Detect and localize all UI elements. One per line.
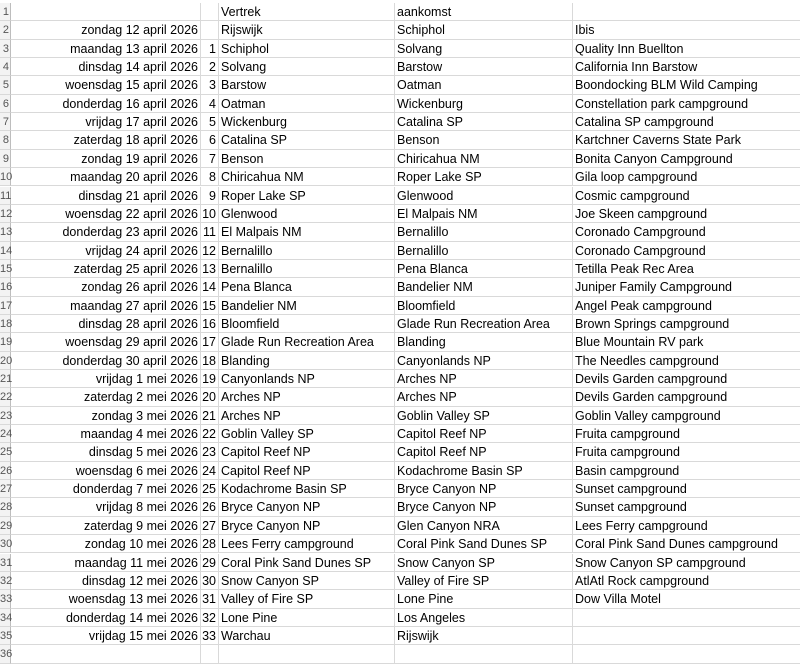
- cell-date[interactable]: dinsdag 12 mei 2026: [11, 572, 201, 590]
- table-row: [0, 131, 800, 149]
- cell-day[interactable]: 27: [201, 517, 219, 535]
- table-row: [0, 187, 800, 205]
- cell-aankomst[interactable]: Barstow: [395, 58, 573, 76]
- cell-vertrek[interactable]: Lees Ferry campground: [219, 535, 395, 553]
- row-number[interactable]: 6: [0, 95, 11, 113]
- cell-date[interactable]: dinsdag 14 april 2026: [11, 58, 201, 76]
- cell-overnachting[interactable]: [573, 627, 800, 645]
- cell-day[interactable]: 25: [201, 480, 219, 498]
- cell-aankomst[interactable]: Benson: [395, 131, 573, 149]
- cell-day[interactable]: 8: [201, 168, 219, 186]
- cell-vertrek[interactable]: Goblin Valley SP: [219, 425, 395, 443]
- cell-aankomst[interactable]: Rijswijk: [395, 627, 573, 645]
- row-number[interactable]: 24: [0, 425, 11, 443]
- cell-day[interactable]: 32: [201, 609, 219, 627]
- cell-overnachting[interactable]: Tetilla Peak Rec Area: [573, 260, 800, 278]
- row-number[interactable]: 20: [0, 352, 11, 370]
- table-row: [0, 223, 800, 241]
- cell-vertrek[interactable]: Capitol Reef NP: [219, 462, 395, 480]
- cell-day[interactable]: 6: [201, 131, 219, 149]
- row-number[interactable]: 13: [0, 223, 11, 241]
- cell-date[interactable]: donderdag 30 april 2026: [11, 352, 201, 370]
- table-row: [0, 205, 800, 223]
- cell-date[interactable]: zondag 12 april 2026: [11, 21, 201, 39]
- cell-aankomst[interactable]: Bryce Canyon NP: [395, 480, 573, 498]
- cell-aankomst[interactable]: Valley of Fire SP: [395, 572, 573, 590]
- cell-overnachting[interactable]: Fruita campground: [573, 443, 800, 461]
- cell-aankomst[interactable]: Arches NP: [395, 370, 573, 388]
- cell-aankomst[interactable]: Bernalillo: [395, 242, 573, 260]
- cell-overnachting[interactable]: Sunset campground: [573, 498, 800, 516]
- row-number[interactable]: 4: [0, 58, 11, 76]
- table-row: [0, 95, 800, 113]
- header-vertrek[interactable]: Vertrek: [219, 3, 395, 21]
- table-row: [0, 425, 800, 443]
- row-number[interactable]: 25: [0, 443, 11, 461]
- cell-vertrek[interactable]: Lone Pine: [219, 609, 395, 627]
- table-row: [0, 443, 800, 461]
- cell[interactable]: [201, 3, 219, 21]
- row-number[interactable]: 15: [0, 260, 11, 278]
- table-row: [0, 352, 800, 370]
- cell[interactable]: [219, 645, 395, 663]
- table-row: [0, 572, 800, 590]
- cell-vertrek[interactable]: Benson: [219, 150, 395, 168]
- cell-date[interactable]: zondag 19 april 2026: [11, 150, 201, 168]
- row-number[interactable]: 26: [0, 462, 11, 480]
- cell-day[interactable]: 33: [201, 627, 219, 645]
- cell-overnachting[interactable]: The Needles campground: [573, 352, 800, 370]
- row-number[interactable]: 29: [0, 517, 11, 535]
- cell-aankomst[interactable]: Pena Blanca: [395, 260, 573, 278]
- row-number[interactable]: 12: [0, 205, 11, 223]
- cell-day[interactable]: 18: [201, 352, 219, 370]
- table-row: [0, 609, 800, 627]
- cell-vertrek[interactable]: Bandelier NM: [219, 297, 395, 315]
- table-row: [0, 278, 800, 296]
- cell-day[interactable]: 22: [201, 425, 219, 443]
- row-number[interactable]: 35: [0, 627, 11, 645]
- cell-vertrek[interactable]: Pena Blanca: [219, 278, 395, 296]
- cell-date[interactable]: donderdag 14 mei 2026: [11, 609, 201, 627]
- cell-aankomst[interactable]: Roper Lake SP: [395, 168, 573, 186]
- row-number[interactable]: 33: [0, 590, 11, 608]
- cell-vertrek[interactable]: Valley of Fire SP: [219, 590, 395, 608]
- cell-overnachting[interactable]: Snow Canyon SP campground: [573, 554, 800, 572]
- table-row: [0, 242, 800, 260]
- cell-date[interactable]: maandag 20 april 2026: [11, 168, 201, 186]
- row-number[interactable]: 9: [0, 150, 11, 168]
- cell-date[interactable]: zaterdag 2 mei 2026: [11, 388, 201, 406]
- cell-overnachting[interactable]: Devils Garden campground: [573, 370, 800, 388]
- cell-overnachting[interactable]: Devils Garden campground: [573, 388, 800, 406]
- cell[interactable]: [11, 645, 201, 663]
- cell-vertrek[interactable]: Glade Run Recreation Area: [219, 333, 395, 351]
- cell-overnachting[interactable]: Constellation park campground: [573, 95, 800, 113]
- table-row: [0, 370, 800, 388]
- cell-vertrek[interactable]: Warchau: [219, 627, 395, 645]
- cell-day[interactable]: 20: [201, 388, 219, 406]
- cell-vertrek[interactable]: Snow Canyon SP: [219, 572, 395, 590]
- cell-aankomst[interactable]: Chiricahua NM: [395, 150, 573, 168]
- row-number[interactable]: 34: [0, 609, 11, 627]
- cell-overnachting[interactable]: Quality Inn Buellton: [573, 40, 800, 58]
- cell-vertrek[interactable]: Bernalillo: [219, 260, 395, 278]
- cell-date[interactable]: zaterdag 25 april 2026: [11, 260, 201, 278]
- cell-day[interactable]: 31: [201, 590, 219, 608]
- row-number[interactable]: 28: [0, 498, 11, 516]
- cell-overnachting[interactable]: Gila loop campground: [573, 168, 800, 186]
- cell-aankomst[interactable]: Oatman: [395, 76, 573, 94]
- table-row: [0, 21, 800, 39]
- cell-vertrek[interactable]: Glenwood: [219, 205, 395, 223]
- cell-vertrek[interactable]: Canyonlands NP: [219, 370, 395, 388]
- cell-overnachting[interactable]: Ibis: [573, 21, 800, 39]
- cell-vertrek[interactable]: Capitol Reef NP: [219, 443, 395, 461]
- cell-day[interactable]: 23: [201, 443, 219, 461]
- cell-date[interactable]: dinsdag 28 april 2026: [11, 315, 201, 333]
- cell-date[interactable]: dinsdag 5 mei 2026: [11, 443, 201, 461]
- cell-overnachting[interactable]: Kartchner Caverns State Park: [573, 131, 800, 149]
- cell-date[interactable]: woensdag 15 april 2026: [11, 76, 201, 94]
- table-row: [0, 297, 800, 315]
- cell-overnachting[interactable]: Cosmic campground: [573, 187, 800, 205]
- cell-day[interactable]: 14: [201, 278, 219, 296]
- cell-aankomst[interactable]: Solvang: [395, 40, 573, 58]
- cell-day[interactable]: 3: [201, 76, 219, 94]
- cell-vertrek[interactable]: Bryce Canyon NP: [219, 517, 395, 535]
- row-number[interactable]: 1: [0, 3, 11, 21]
- table-row: [0, 58, 800, 76]
- cell-day[interactable]: 24: [201, 462, 219, 480]
- cell-date[interactable]: woensdag 6 mei 2026: [11, 462, 201, 480]
- row-number[interactable]: 21: [0, 370, 11, 388]
- cell-aankomst[interactable]: Bloomfield: [395, 297, 573, 315]
- cell-aankomst[interactable]: Arches NP: [395, 388, 573, 406]
- cell-overnachting[interactable]: Sunset campground: [573, 480, 800, 498]
- cell-vertrek[interactable]: Bloomfield: [219, 315, 395, 333]
- cell-date[interactable]: maandag 13 april 2026: [11, 40, 201, 58]
- cell-aankomst[interactable]: Blanding: [395, 333, 573, 351]
- cell-overnachting[interactable]: Bonita Canyon Campground: [573, 150, 800, 168]
- cell-aankomst[interactable]: Snow Canyon SP: [395, 554, 573, 572]
- cell-overnachting[interactable]: AtlAtl Rock campground: [573, 572, 800, 590]
- cell-date[interactable]: dinsdag 21 april 2026: [11, 187, 201, 205]
- cell-day[interactable]: 29: [201, 554, 219, 572]
- row-number[interactable]: 22: [0, 388, 11, 406]
- row-number[interactable]: 19: [0, 333, 11, 351]
- cell-vertrek[interactable]: Roper Lake SP: [219, 187, 395, 205]
- cell[interactable]: [573, 3, 800, 21]
- cell-aankomst[interactable]: Glenwood: [395, 187, 573, 205]
- cell-day[interactable]: 21: [201, 407, 219, 425]
- cell-day[interactable]: 15: [201, 297, 219, 315]
- cell-vertrek[interactable]: Blanding: [219, 352, 395, 370]
- cell-day[interactable]: 30: [201, 572, 219, 590]
- cell-day[interactable]: 10: [201, 205, 219, 223]
- cell[interactable]: [201, 645, 219, 663]
- cell-date[interactable]: maandag 27 april 2026: [11, 297, 201, 315]
- cell-date[interactable]: woensdag 13 mei 2026: [11, 590, 201, 608]
- cell-overnachting[interactable]: Coronado Campground: [573, 223, 800, 241]
- cell-date[interactable]: donderdag 16 april 2026: [11, 95, 201, 113]
- cell-date[interactable]: vrijdag 24 april 2026: [11, 242, 201, 260]
- table-row: [0, 627, 800, 645]
- cell-aankomst[interactable]: Schiphol: [395, 21, 573, 39]
- row-number[interactable]: 36: [0, 645, 11, 663]
- cell-aankomst[interactable]: Kodachrome Basin SP: [395, 462, 573, 480]
- table-row: [0, 40, 800, 58]
- row-number[interactable]: 31: [0, 554, 11, 572]
- cell-day[interactable]: 28: [201, 535, 219, 553]
- table-row: [0, 554, 800, 572]
- cell-day[interactable]: [201, 21, 219, 39]
- cell-overnachting[interactable]: Catalina SP campground: [573, 113, 800, 131]
- cell-aankomst[interactable]: Glade Run Recreation Area: [395, 315, 573, 333]
- table-row: [0, 590, 800, 608]
- cell-aankomst[interactable]: Lone Pine: [395, 590, 573, 608]
- cell-aankomst[interactable]: Catalina SP: [395, 113, 573, 131]
- table-row: [0, 315, 800, 333]
- cell-vertrek[interactable]: Barstow: [219, 76, 395, 94]
- cell-day[interactable]: 9: [201, 187, 219, 205]
- row-number[interactable]: 17: [0, 297, 11, 315]
- cell-day[interactable]: 5: [201, 113, 219, 131]
- cell-overnachting[interactable]: California Inn Barstow: [573, 58, 800, 76]
- cell-aankomst[interactable]: Capitol Reef NP: [395, 425, 573, 443]
- cell[interactable]: [11, 3, 201, 21]
- cell-date[interactable]: vrijdag 17 april 2026: [11, 113, 201, 131]
- row-number[interactable]: 10: [0, 168, 11, 186]
- cell-vertrek[interactable]: Arches NP: [219, 407, 395, 425]
- table-row: [0, 76, 800, 94]
- cell-aankomst[interactable]: Coral Pink Sand Dunes SP: [395, 535, 573, 553]
- table-row: [0, 333, 800, 351]
- cell-vertrek[interactable]: Kodachrome Basin SP: [219, 480, 395, 498]
- cell-vertrek[interactable]: El Malpais NM: [219, 223, 395, 241]
- cell-day[interactable]: 19: [201, 370, 219, 388]
- table-row: [0, 462, 800, 480]
- row-number[interactable]: 30: [0, 535, 11, 553]
- table-row: [0, 388, 800, 406]
- table-row: [0, 168, 800, 186]
- cell-day[interactable]: 13: [201, 260, 219, 278]
- cell-day[interactable]: 11: [201, 223, 219, 241]
- cell-day[interactable]: 1: [201, 40, 219, 58]
- cell-day[interactable]: 4: [201, 95, 219, 113]
- cell-day[interactable]: 17: [201, 333, 219, 351]
- cell-day[interactable]: 26: [201, 498, 219, 516]
- row-number[interactable]: 27: [0, 480, 11, 498]
- cell-vertrek[interactable]: Schiphol: [219, 40, 395, 58]
- header-row: [0, 3, 800, 21]
- row-number[interactable]: 23: [0, 407, 11, 425]
- cell-overnachting[interactable]: Coronado Campground: [573, 242, 800, 260]
- cell-vertrek[interactable]: Chiricahua NM: [219, 168, 395, 186]
- cell-date[interactable]: donderdag 7 mei 2026: [11, 480, 201, 498]
- cell-overnachting[interactable]: Boondocking BLM Wild Camping: [573, 76, 800, 94]
- cell-overnachting[interactable]: Blue Mountain RV park: [573, 333, 800, 351]
- cell[interactable]: [573, 645, 800, 663]
- cell-overnachting[interactable]: Brown Springs campground: [573, 315, 800, 333]
- cell-overnachting[interactable]: [573, 609, 800, 627]
- cell-date[interactable]: vrijdag 1 mei 2026: [11, 370, 201, 388]
- table-row: [0, 498, 800, 516]
- cell-aankomst[interactable]: Bernalillo: [395, 223, 573, 241]
- cell-vertrek[interactable]: Wickenburg: [219, 113, 395, 131]
- row-number[interactable]: 18: [0, 315, 11, 333]
- table-row: [0, 260, 800, 278]
- cell[interactable]: [395, 645, 573, 663]
- cell-aankomst[interactable]: Wickenburg: [395, 95, 573, 113]
- cell-overnachting[interactable]: Basin campground: [573, 462, 800, 480]
- cell-aankomst[interactable]: Bandelier NM: [395, 278, 573, 296]
- table-row: [0, 480, 800, 498]
- cell-date[interactable]: zaterdag 9 mei 2026: [11, 517, 201, 535]
- cell-aankomst[interactable]: Canyonlands NP: [395, 352, 573, 370]
- cell-overnachting[interactable]: Coral Pink Sand Dunes campground: [573, 535, 800, 553]
- row-number[interactable]: 32: [0, 572, 11, 590]
- cell-date[interactable]: zondag 3 mei 2026: [11, 407, 201, 425]
- cell-aankomst[interactable]: Glen Canyon NRA: [395, 517, 573, 535]
- cell-day[interactable]: 7: [201, 150, 219, 168]
- cell-vertrek[interactable]: Bryce Canyon NP: [219, 498, 395, 516]
- cell-date[interactable]: woensdag 22 april 2026: [11, 205, 201, 223]
- cell-overnachting[interactable]: Joe Skeen campground: [573, 205, 800, 223]
- cell-aankomst[interactable]: El Malpais NM: [395, 205, 573, 223]
- table-row: [0, 150, 800, 168]
- row-number[interactable]: 2: [0, 21, 11, 39]
- cell-aankomst[interactable]: Bryce Canyon NP: [395, 498, 573, 516]
- table-row: [0, 535, 800, 553]
- table-row: [0, 407, 800, 425]
- table-row: [0, 113, 800, 131]
- cell-day[interactable]: 2: [201, 58, 219, 76]
- cell-overnachting[interactable]: Lees Ferry campground: [573, 517, 800, 535]
- row-number[interactable]: 5: [0, 76, 11, 94]
- cell-aankomst[interactable]: Capitol Reef NP: [395, 443, 573, 461]
- cell-date[interactable]: maandag 11 mei 2026: [11, 554, 201, 572]
- cell-date[interactable]: zaterdag 18 april 2026: [11, 131, 201, 149]
- cell-day[interactable]: 12: [201, 242, 219, 260]
- table-row: [0, 517, 800, 535]
- row-number[interactable]: 14: [0, 242, 11, 260]
- cell-date[interactable]: vrijdag 15 mei 2026: [11, 627, 201, 645]
- table-row-empty: [0, 645, 800, 663]
- header-aankomst[interactable]: aankomst: [395, 3, 573, 21]
- cell-overnachting[interactable]: Fruita campground: [573, 425, 800, 443]
- row-number[interactable]: 7: [0, 113, 11, 131]
- cell-date[interactable]: donderdag 23 april 2026: [11, 223, 201, 241]
- cell-overnachting[interactable]: Dow Villa Motel: [573, 590, 800, 608]
- cell-date[interactable]: maandag 4 mei 2026: [11, 425, 201, 443]
- row-number[interactable]: 16: [0, 278, 11, 296]
- cell-overnachting[interactable]: Angel Peak campground: [573, 297, 800, 315]
- cell-date[interactable]: zondag 26 april 2026: [11, 278, 201, 296]
- cell-date[interactable]: zondag 10 mei 2026: [11, 535, 201, 553]
- cell-overnachting[interactable]: Goblin Valley campground: [573, 407, 800, 425]
- cell-day[interactable]: 16: [201, 315, 219, 333]
- cell-vertrek[interactable]: Solvang: [219, 58, 395, 76]
- cell-date[interactable]: vrijdag 8 mei 2026: [11, 498, 201, 516]
- cell-vertrek[interactable]: Oatman: [219, 95, 395, 113]
- cell-vertrek[interactable]: Arches NP: [219, 388, 395, 406]
- cell-aankomst[interactable]: Goblin Valley SP: [395, 407, 573, 425]
- cell-vertrek[interactable]: Rijswijk: [219, 21, 395, 39]
- cell-vertrek[interactable]: Coral Pink Sand Dunes SP: [219, 554, 395, 572]
- cell-vertrek[interactable]: Bernalillo: [219, 242, 395, 260]
- row-number[interactable]: 8: [0, 131, 11, 149]
- cell-aankomst[interactable]: Los Angeles: [395, 609, 573, 627]
- row-number[interactable]: 3: [0, 40, 11, 58]
- cell-overnachting[interactable]: Juniper Family Campground: [573, 278, 800, 296]
- cell-vertrek[interactable]: Catalina SP: [219, 131, 395, 149]
- cell-date[interactable]: woensdag 29 april 2026: [11, 333, 201, 351]
- row-number[interactable]: 11: [0, 187, 11, 205]
